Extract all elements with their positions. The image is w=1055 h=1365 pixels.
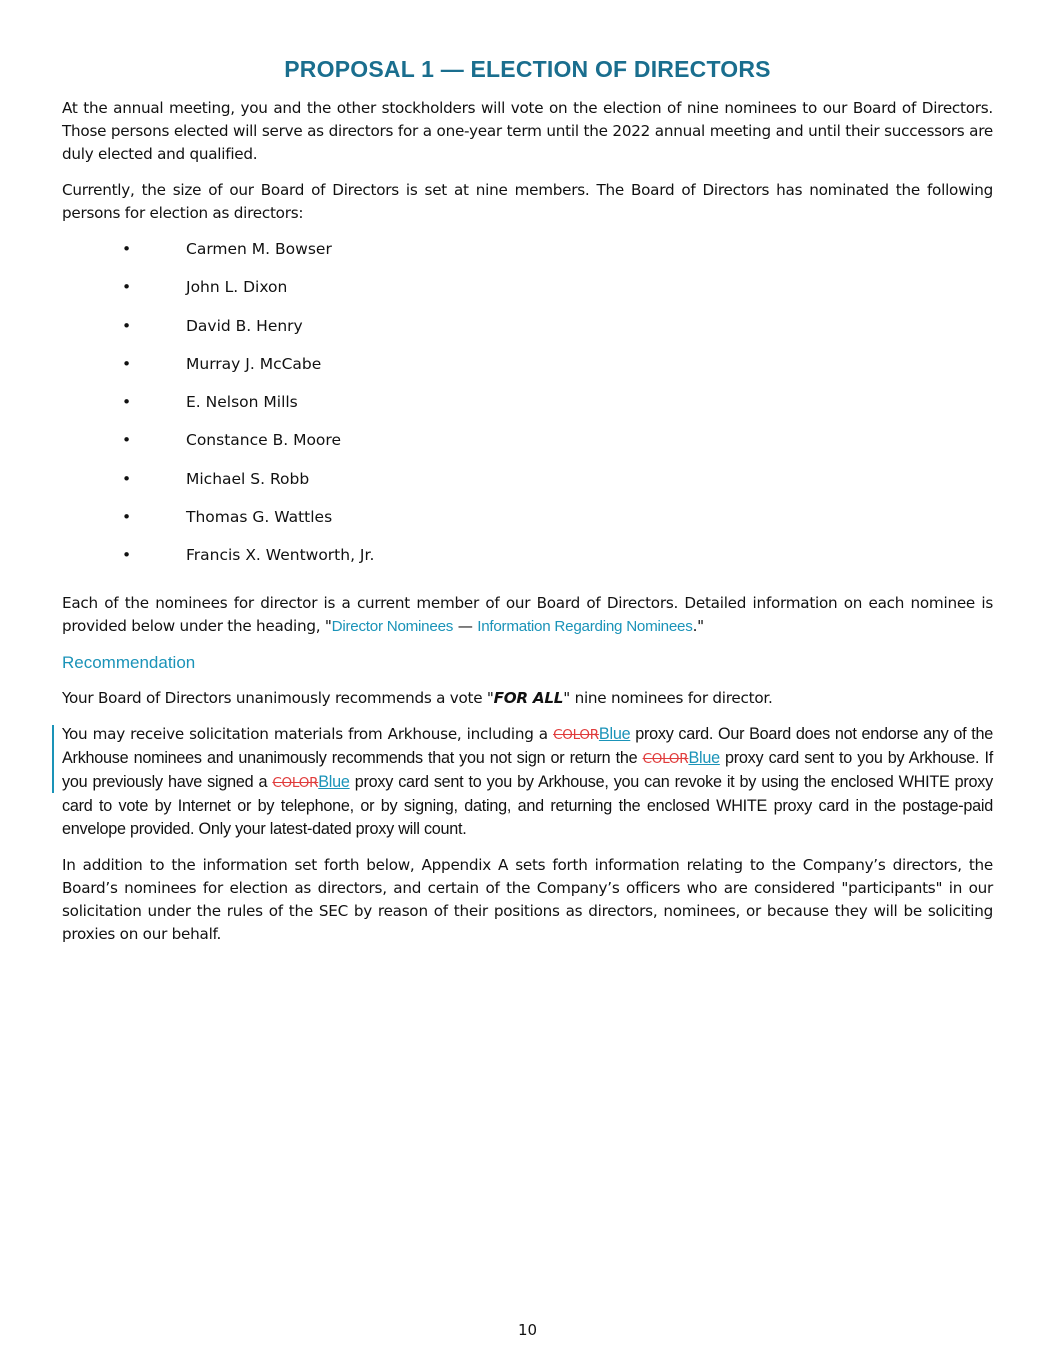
nominee-name: Murray J. McCabe <box>186 354 322 373</box>
intro-paragraph-2: Currently, the size of our Board of Directors is set at nine members. The Board of Directors has nominated the following persons for election as directors: <box>62 181 993 222</box>
deleted-text: COLOR <box>553 726 599 743</box>
for-all-emphasis: FOR ALL <box>493 688 564 707</box>
page-number: 10 <box>517 1321 538 1339</box>
nominee-name: Michael S. Robb <box>186 469 310 488</box>
intro-paragraph-1: At the annual meeting, you and the other stockholders will vote on the election of nine nominees to our Board of Directors. Those persons elected will serve as directors for a one-year term until the 2022 annual meeting and until their successors are duly elected and qualified. <box>62 99 993 163</box>
bullet-icon: • <box>122 240 132 258</box>
inserted-text[interactable]: Blue <box>318 772 350 791</box>
list-item <box>62 429 993 467</box>
deleted-text: COLOR <box>272 774 319 791</box>
bullet-icon: • <box>122 354 132 373</box>
recommendation-closing: " nine nominees for director. <box>563 688 773 707</box>
nominee-name: Carmen M. Bowser <box>186 240 332 258</box>
nominee-info-text: Each of the nominees for director is a current member of our Board of Directors. Detailed information on each nominee is provided below under the heading, " <box>62 593 993 635</box>
list-item <box>62 544 993 582</box>
bullet-icon: • <box>122 469 132 488</box>
nominee-name: Thomas G. Wattles <box>186 508 333 527</box>
nominee-name: Francis X. Wentworth, Jr. <box>186 546 375 565</box>
nominee-info-closing: ." <box>692 616 704 635</box>
list-item <box>62 238 993 276</box>
list-item <box>62 353 993 391</box>
solicitation-text-2: proxy card. Our Board does not endorse any of the Arkhouse nominees and unanimously recommends that you not sign or return the <box>62 724 993 767</box>
inserted-text[interactable]: Blue <box>688 748 720 767</box>
recommendation-text: Your Board of Directors unanimously recommends a vote " <box>62 688 494 707</box>
bullet-icon: • <box>122 546 132 565</box>
deleted-text: COLOR <box>642 750 689 767</box>
revision-bar <box>52 725 54 793</box>
nominee-information-link[interactable]: Information Regarding Nominees <box>477 617 693 635</box>
bullet-icon: • <box>122 316 132 335</box>
solicitation-paragraph <box>62 723 993 841</box>
nominee-name: E. Nelson Mills <box>186 393 298 412</box>
appendix-paragraph: In addition to the information set forth below, Appendix A sets forth information relating to the Company’s directors, the Board’s nominees for election as directors, and certain of the Company’s officers who are considered "participants" in our solicitation under the rules of the SEC by reason of their positions as directors, nominees, or because they will be soliciting proxies on our behalf. <box>62 855 993 943</box>
nominee-name: John L. Dixon <box>186 278 288 297</box>
list-item <box>62 315 993 353</box>
inserted-text[interactable]: Blue <box>598 724 631 743</box>
recommendation-heading: Recommendation <box>62 652 196 672</box>
list-item <box>62 276 993 314</box>
nominee-list <box>62 238 993 583</box>
nominee-info-paragraph <box>62 592 993 638</box>
list-item <box>62 468 993 506</box>
list-item <box>62 506 993 544</box>
recommendation-paragraph <box>62 687 993 710</box>
nominee-name: David B. Henry <box>186 316 303 335</box>
solicitation-text-1: You may receive solicitation materials from Arkhouse, including a <box>62 724 554 743</box>
nominee-name: Constance B. Moore <box>186 431 341 450</box>
document-page <box>62 56 993 959</box>
page-title: PROPOSAL 1 — ELECTION OF DIRECTORS <box>284 56 771 82</box>
bullet-icon: • <box>122 431 132 450</box>
list-item <box>62 391 993 429</box>
solicitation-text-4: proxy card sent to you by Arkhouse, you can revoke it by using the enclosed WHITE proxy card to vote by Internet or by telephone, or by signing, dating, and returning the enclosed WHITE proxy card in the postage-paid envelope provided. Only your latest-dated proxy will count. <box>62 772 993 838</box>
bullet-icon: • <box>122 278 132 297</box>
bullet-icon: • <box>122 508 132 527</box>
bullet-icon: • <box>122 393 132 412</box>
solicitation-text-3: proxy card sent to you by Arkhouse. If you previously have signed a <box>62 748 993 791</box>
director-nominees-link[interactable]: Director Nominees <box>331 617 454 635</box>
heading-separator: — <box>453 616 478 635</box>
